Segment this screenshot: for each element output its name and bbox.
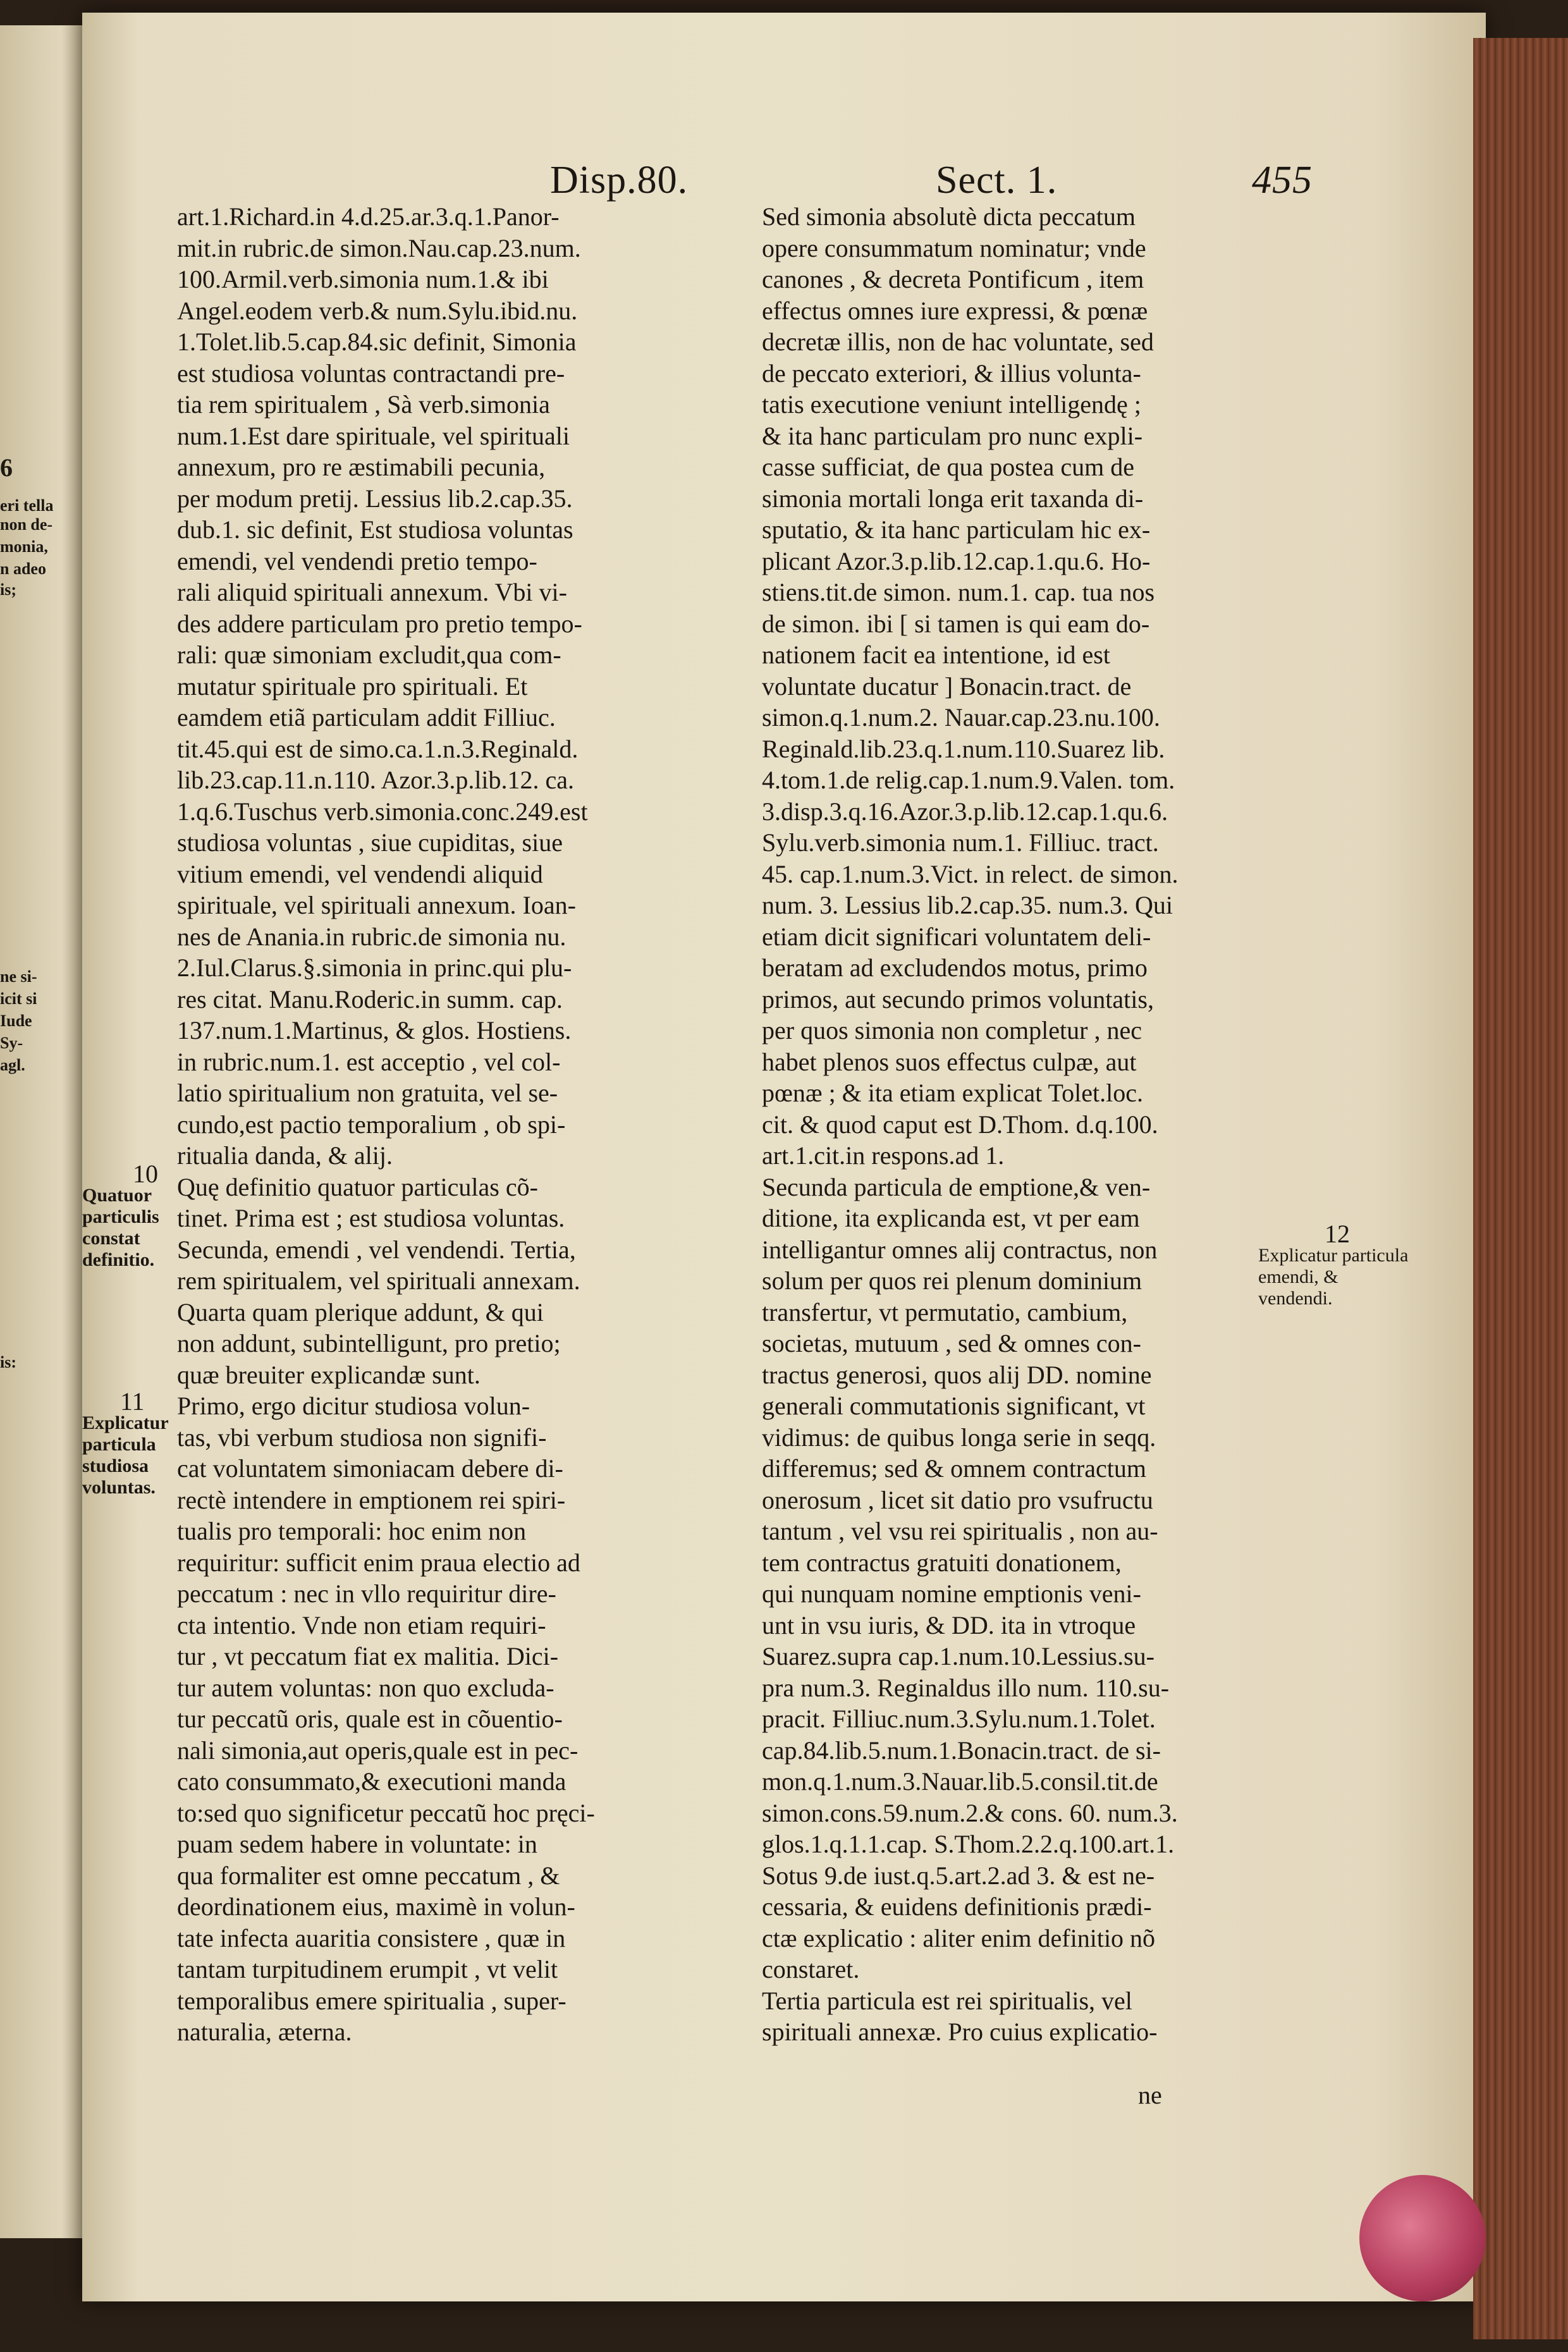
text-line: etiam dicit significari voluntatem deli- [762,922,1151,951]
facing-page-fragment: is; [0,580,16,599]
text-line: vidimus: de quibus longa serie in seqq. [762,1423,1156,1452]
text-line: tur peccatũ oris, quale est in cõuentio- [177,1705,563,1733]
text-line: art.1.cit.in respons.ad 1. [762,1141,1005,1170]
text-line: res citat. Manu.Roderic.in summ. cap. [177,984,563,1014]
facing-page-fragment: monia, [0,537,48,556]
text-line: peccatum : nec in vllo requiritur dire- [177,1579,556,1608]
margin-note-12 [1258,1220,1416,1309]
text-line: & ita hanc particulam pro nunc expli- [762,421,1143,450]
text-line: primos, aut secundo primos voluntatis, [762,984,1154,1014]
facing-page [0,25,89,2238]
text-line: unt in vsu iuris, & DD. ita in vtroque [762,1610,1136,1639]
text-line: 1.Tolet.lib.5.cap.84.sic definit, Simonia [177,328,577,356]
text-line: canones , & decreta Pontificum , item [762,265,1144,293]
text-line: spirituale, vel spirituali annexum. Ioan- [177,891,576,919]
text-line: stiens.tit.de simon. num.1. cap. tua nos [762,578,1155,606]
text-line: pra num.3. Reginaldus illo num. 110.su- [762,1673,1170,1702]
text-line: cat voluntatem simoniacam debere di- [177,1454,563,1483]
text-line: habet plenos suos effectus culpæ, aut [762,1047,1137,1076]
text-line: cessaria, & euidens definitionis prædi- [762,1892,1152,1921]
text-line: per quos simonia non completur , nec [762,1016,1142,1044]
text-line: mon.q.1.num.3.Nauar.lib.5.consil.tit.de [762,1767,1158,1796]
text-line: simon.q.1.num.2. Nauar.cap.23.nu.100. [762,703,1160,732]
text-line: non addunt, subintelligunt, pro pretio; [177,1329,561,1357]
text-line: tantam turpitudinem erumpit , vt velit [177,1955,558,1983]
facing-page-fragment: eri tella [0,496,54,515]
text-line: Angel.eodem verb.& num.Sylu.ibid.nu. [177,296,578,325]
text-line: 100.Armil.verb.simonia num.1.& ibi [177,265,549,293]
text-line: cato consummato,& executioni manda [177,1767,567,1796]
text-line: effectus omnes iure expressi, & pœnæ [762,296,1148,325]
margin-note-number: 11 [120,1387,145,1416]
text-line: Quarta quam plerique addunt, & qui [177,1297,544,1326]
text-line: est studiosa voluntas contractandi pre- [177,358,565,388]
text-line: tinet. Prima est ; est studiosa voluntas. [177,1204,565,1232]
text-line: Reginald.lib.23.q.1.num.110.Suarez lib. [762,734,1165,763]
margin-note-number: 10 [133,1160,158,1188]
text-line: Secunda particula de emptione,& ven- [762,1172,1151,1201]
text-line: pracit. Filliuc.num.3.Sylu.num.1.Tolet. [762,1705,1156,1733]
text-line: num. 3. Lessius lib.2.cap.35. num.3. Qui [762,891,1173,919]
text-line: ditione, ita explicanda est, vt per eam [762,1204,1140,1232]
facing-page-fragment: ne si- [0,967,37,986]
margin-note-text: Quatuor particulis constat definitio. [82,1185,159,1270]
text-line: lib.23.cap.11.n.110. Azor.3.p.lib.12. ca. [177,766,575,794]
text-line: ritualia danda, & alij. [177,1141,393,1170]
text-line: glos.1.q.1.1.cap. S.Thom.2.2.q.100.art.1. [762,1830,1175,1858]
text-line: pœnæ ; & ita etiam explicat Tolet.loc. [762,1079,1143,1107]
text-line: puam sedem habere in voluntate: in [177,1830,537,1858]
facing-page-fragment: agl. [0,1056,25,1074]
facing-page-fragment: non de- [0,515,53,534]
text-line: eamdem etiã particulam addit Filliuc. [177,703,556,732]
text-line: nationem facit ea intentione, id est [762,640,1110,669]
text-line: casse sufficiat, de qua postea cum de [762,453,1135,481]
text-line: dub.1. sic definit, Est studiosa voluntas [177,515,573,544]
text-line: tem contractus gratuiti donationem, [762,1548,1122,1577]
text-line: emendi, vel vendendi pretio tempo- [177,546,537,575]
text-line: tatis executione veniunt intelligendę ; [762,390,1141,419]
text-line: temporalibus emere spiritualia , super- [177,1986,567,2015]
pink-clip [1359,2175,1486,2301]
text-line: qui nunquam nomine emptionis veni- [762,1579,1141,1608]
margin-note-number: 12 [1325,1220,1350,1248]
text-line: de peccato exteriori, & illius volunta- [762,358,1141,388]
text-line: nali simonia,aut operis,quale est in pec- [177,1736,579,1765]
facing-page-fragment: icit si [0,989,37,1008]
text-line: ctæ explicatio : aliter enim definitio nõ [762,1923,1156,1952]
text-line: nes de Anania.in rubric.de simonia nu. [177,922,567,951]
text-line: rali: quæ simoniam excludit,qua com- [177,640,561,669]
text-line: opere consummatum nominatur; vnde [762,233,1146,262]
margin-note-11 [82,1387,209,1498]
text-line: tas, vbi verbum studiosa non signifi- [177,1423,547,1452]
facing-page-fragment: 6 [0,453,13,482]
text-line: vitium emendi, vel vendendi aliquid [177,859,543,888]
text-line: plicant Azor.3.p.lib.12.cap.1.qu.6. Ho- [762,546,1151,575]
right-text-column [762,201,1302,2048]
text-line: cap.84.lib.5.num.1.Bonacin.tract. de si- [762,1736,1161,1765]
text-line: rali aliquid spirituali annexum. Vbi vi- [177,578,567,606]
text-line: Suarez.supra cap.1.num.10.Lessius.su- [762,1642,1155,1670]
text-line: art.1.Richard.in 4.d.25.ar.3.q.1.Panor- [177,202,560,231]
text-line: cit. & quod caput est D.Thom. d.q.100. [762,1110,1158,1139]
text-line: quæ breuiter explicandæ sunt. [177,1360,481,1389]
text-line: tit.45.qui est de simo.ca.1.n.3.Reginald. [177,734,579,763]
text-line: tantum , vel vsu rei spiritualis , non au- [762,1517,1158,1545]
text-line: 2.Iul.Clarus.§.simonia in princ.qui plu- [177,953,572,982]
text-line: 4.tom.1.de relig.cap.1.num.9.Valen. tom. [762,766,1175,794]
text-line: beratam ad excludendos motus, primo [762,953,1148,982]
text-line: annexum, pro re æstimabili pecunia, [177,453,546,481]
text-line: onerosum , licet sit datio pro vsufructu [762,1485,1153,1514]
page-number: 455 [1252,159,1313,202]
running-head-disputation: Disp.80. [550,159,689,202]
facing-page-fragment: is: [0,1353,16,1371]
facing-page-fragment: Sy- [0,1034,23,1052]
left-text-column [177,201,746,2048]
facing-page-fragment: n adeo [0,560,46,578]
text-line: simon.cons.59.num.2.& cons. 60. num.3. [762,1798,1178,1827]
text-line: in rubric.num.1. est acceptio , vel col- [177,1047,561,1076]
text-line: tur autem voluntas: non quo excluda- [177,1673,554,1702]
margin-note-text: Explicatur particula emendi, & vendendi. [1258,1245,1409,1309]
margin-note-text: Explicatur particula studiosa voluntas. [82,1412,169,1498]
facing-page-fragment: Iude [0,1012,32,1030]
text-line: mutatur spirituale pro spirituali. Et [177,671,528,701]
page-edges [1473,38,1568,2339]
text-line: voluntate ducatur ] Bonacin.tract. de [762,671,1132,701]
text-line: studiosa voluntas , siue cupiditas, siue [177,828,563,857]
text-line: Quę definitio quatuor particulas cõ- [177,1172,538,1201]
text-line: tia rem spiritualem , Sà verb.simonia [177,390,550,419]
text-line: societas, mutuum , sed & omnes con- [762,1329,1141,1357]
text-line: Secunda, emendi , vel vendendi. Tertia, [177,1235,576,1264]
text-line: constaret. [762,1955,860,1983]
text-line: cundo,est pactio temporalium , ob spi- [177,1110,566,1139]
text-line: spirituali annexæ. Pro cuius explicatio- [762,2018,1158,2046]
text-line: requiritur: sufficit enim praua electio ad [177,1548,580,1577]
text-line: Primo, ergo dicitur studiosa volun- [177,1392,530,1420]
text-line: Sed simonia absolutè dicta peccatum [762,202,1136,231]
catchword: ne [1138,2081,1162,2109]
text-line: 1.q.6.Tuschus verb.simonia.conc.249.est [177,797,588,826]
running-head-section: Sect. 1. [936,159,1058,202]
text-line: Tertia particula est rei spiritualis, vel [762,1986,1132,2015]
text-line: latio spiritualium non gratuita, vel se- [177,1079,558,1107]
text-line: des addere particulam pro pretio tempo- [177,609,582,638]
text-line: Sylu.verb.simonia num.1. Filliuc. tract. [762,828,1159,857]
margin-note-10 [82,1160,209,1271]
text-line: solum per quos rei plenum dominium [762,1266,1142,1295]
text-line: tate infecta auaritia consistere , quæ in [177,1923,566,1952]
text-line: intelligantur omnes alij contractus, non [762,1235,1158,1264]
text-line: mit.in rubric.de simon.Nau.cap.23.num. [177,233,581,262]
text-line: tualis pro temporali: hoc enim non [177,1517,527,1545]
text-line: qua formaliter est omne peccatum , & [177,1861,560,1890]
text-line: tur , vt peccatum fiat ex malitia. Dici- [177,1642,559,1670]
text-line: transfertur, vt permutatio, cambium, [762,1297,1128,1326]
text-line: 137.num.1.Martinus, & glos. Hostiens. [177,1016,572,1044]
text-line: cta intentio. Vnde non etiam requiri- [177,1610,546,1639]
text-line: de simon. ibi [ si tamen is qui eam do- [762,609,1150,638]
text-line: per modum pretij. Lessius lib.2.cap.35. [177,484,573,513]
text-line: deordinationem eius, maximè in volun- [177,1892,575,1921]
text-line: sputatio, & ita hanc particulam hic ex- [762,515,1151,544]
text-line: simonia mortali longa erit taxanda di- [762,484,1144,513]
text-line: rem spiritualem, vel spirituali annexam. [177,1266,580,1295]
text-line: naturalia, æterna. [177,2018,352,2046]
text-line: rectè intendere in emptionem rei spiri- [177,1485,566,1514]
text-line: 45. cap.1.num.3.Vict. in relect. de simon. [762,859,1179,888]
text-line: generali commutationis significant, vt [762,1392,1146,1420]
text-line: num.1.Est dare spirituale, vel spirituali [177,421,570,450]
text-line: tractus generosi, quos alij DD. nomine [762,1360,1152,1389]
text-line: Sotus 9.de iust.q.5.art.2.ad 3. & est ne- [762,1861,1155,1890]
text-line: to:sed quo significetur peccatũ hoc pręci- [177,1798,595,1827]
text-line: differemus; sed & omnem contractum [762,1454,1146,1483]
text-line: 3.disp.3.q.16.Azor.3.p.lib.12.cap.1.qu.6. [762,797,1168,826]
text-line: decretæ illis, non de hac voluntate, sed [762,328,1154,356]
